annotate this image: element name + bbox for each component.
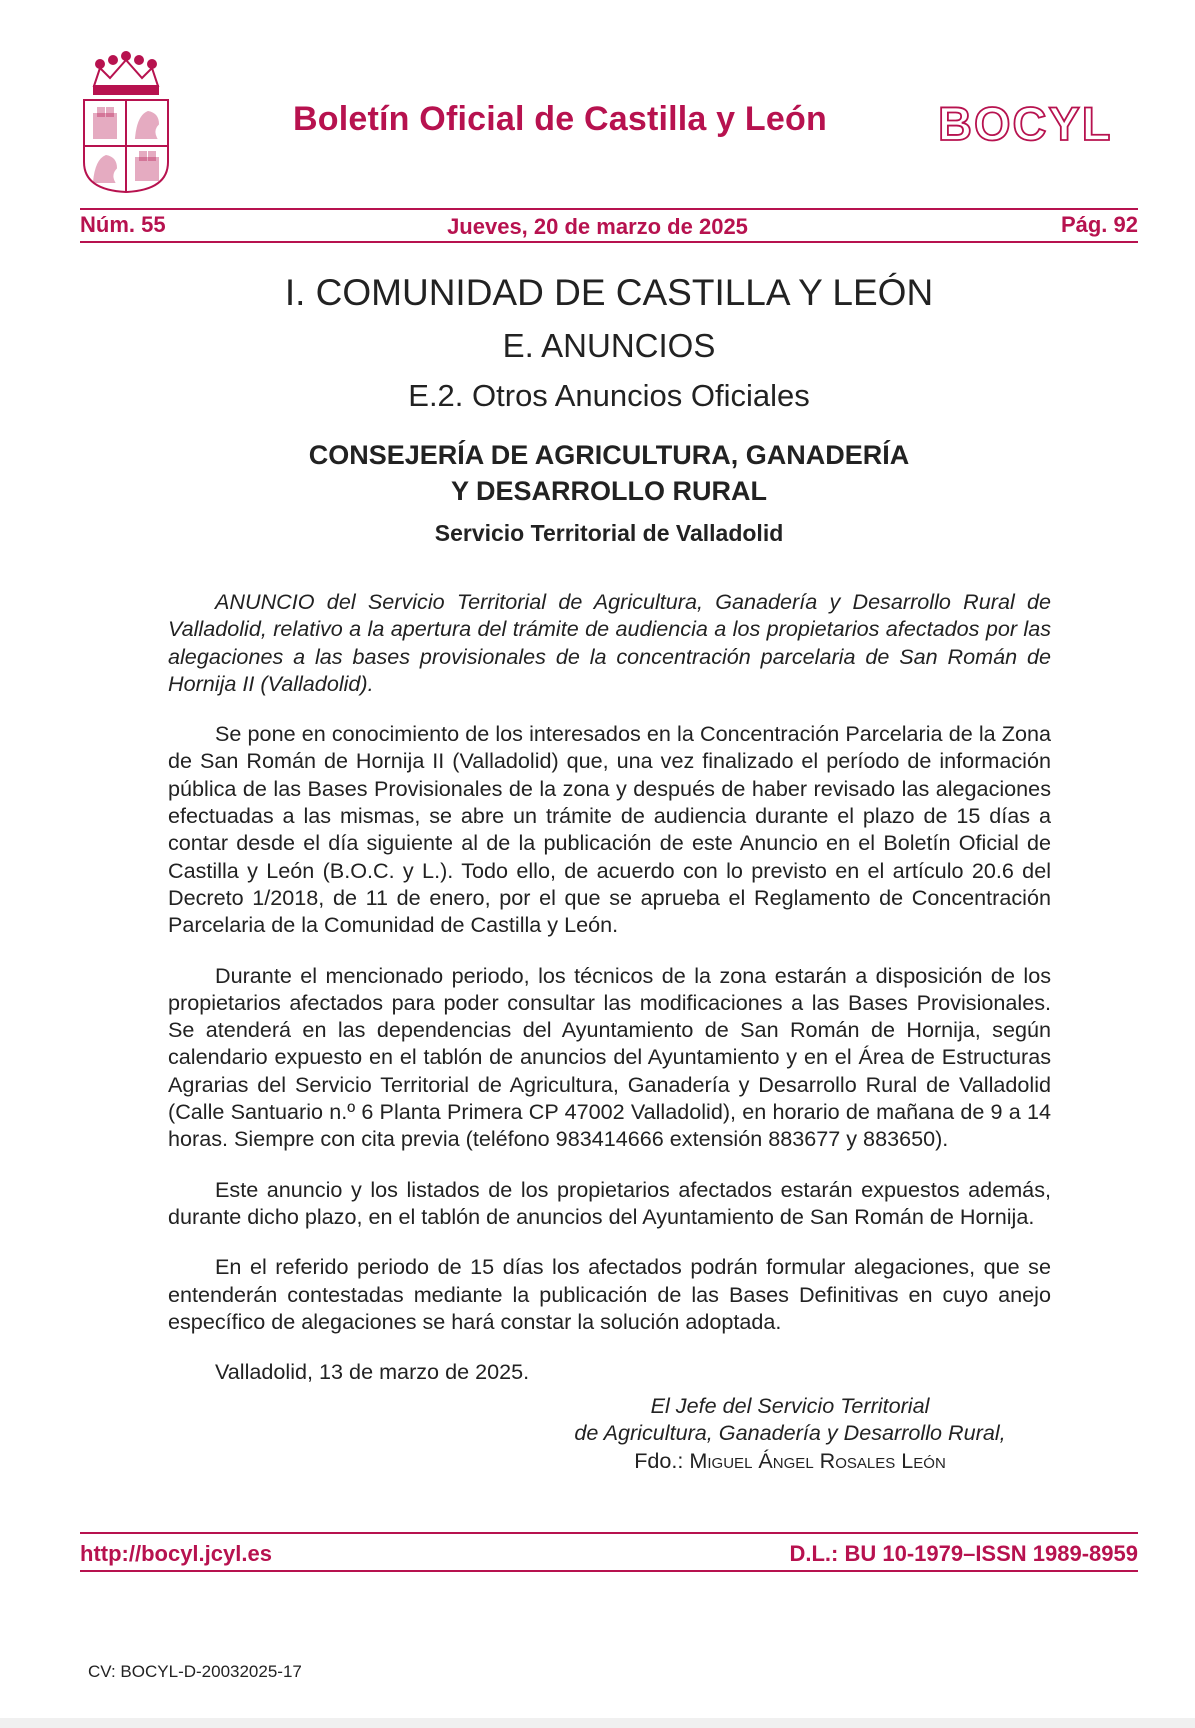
body-paragraph: Este anuncio y los listados de los propietarios afectados estarán expuestos además, durante dicho plazo, en el tablón de anuncios del Ayuntamiento de San Román de Hornija. [168, 1176, 1051, 1229]
bocyl-logo [938, 100, 1138, 148]
signature-prefix: Fdo.: [634, 1447, 690, 1473]
announcement-summary: ANUNCIO del Servicio Territorial de Agricultura, Ganadería y Desarrollo Rural de Valladolid, relativo a la apertura del trámite de audiencia a los propietarios afectados por las alegaciones a las bases provisionales de la concentración parcelaria de San Román de Hornija II (Valladolid). [168, 589, 1051, 696]
subsection-heading: E. ANUNCIOS [502, 327, 716, 364]
bulletin-url-link[interactable]: http://bocyl.jcyl.es [80, 1541, 272, 1566]
department-heading-line2: Y DESARROLLO RURAL [450, 476, 767, 506]
verification-code: CV: BOCYL-D-20032025-17 [88, 1662, 302, 1681]
body-paragraph: Se pone en conocimiento de los interesados en la Concentración Parcelaria de la Zona de San Román de Hornija II (Valladolid) que, una vez finalizado el período de información pública de las Bases Provisionales de la zona y después de haber revisado las alegaciones efectuadas a las mismas, se abre un trámite de audiencia durante el plazo de 15 días a contar desde el día siguiente al de la publicación de este Anuncio en el Boletín Oficial de Castilla y León (B.O.C. y L.). Todo ello, de acuerdo con lo previsto en el artículo 20.6 del Decreto 1/2018, de 11 de enero, por el que se aprueba el Reglamento de Concentración Parcelaria de la Comunidad de Castilla y León. [168, 721, 1051, 938]
signature-title-line2: de Agricultura, Ganadería y Desarrollo Rural, [574, 1420, 1006, 1446]
header-rule-bottom [80, 241, 1138, 243]
category-heading: E.2. Otros Anuncios Oficiales [408, 378, 810, 413]
section-heading: I. COMUNIDAD DE CASTILLA Y LEÓN [284, 272, 934, 313]
signature-block [560, 1392, 1020, 1474]
place-and-date: Valladolid, 13 de marzo de 2025. [215, 1359, 530, 1385]
issue-date: Jueves, 20 de marzo de 2025 [447, 214, 748, 239]
signatory-name: Miguel Ángel Rosales León [689, 1447, 946, 1473]
announcement-body [168, 588, 1051, 1408]
bocyl-logo-text: BOCYL [938, 100, 1113, 148]
footer-rule-top [80, 1532, 1138, 1534]
signature-name-line [560, 1447, 1020, 1474]
bulletin-title: Boletín Oficial de Castilla y León [293, 100, 827, 138]
department-heading-line1: CONSEJERÍA DE AGRICULTURA, GANADERÍA [308, 440, 910, 470]
legal-deposit: D.L.: BU 10-1979–ISSN 1989-8959 [789, 1541, 1138, 1566]
service-heading: Servicio Territorial de Valladolid [434, 520, 784, 546]
coat-of-arms-icon [80, 50, 172, 194]
page-bottom-strip [0, 1718, 1195, 1728]
footer-rule-bottom [80, 1570, 1138, 1572]
signature-title-line1: El Jefe del Servicio Territorial [650, 1393, 930, 1418]
issue-number: Núm. 55 [80, 212, 166, 237]
body-paragraph: Durante el mencionado periodo, los técnicos de la zona estarán a disposición de los propietarios afectados para poder consultar las modificaciones a las Bases Provisionales. Se atenderá en las dependencias del Ayuntamiento de San Román de Hornija, según calendario expuesto en el tablón de anuncios del Ayuntamiento y en el Área de Estructuras Agrarias del Servicio Territorial de Agricultura, Ganadería y Desarrollo Rural de Valladolid (Calle Santuario n.º 6 Planta Primera CP 47002 Valladolid), en horario de mañana de 9 a 14 horas. Siempre con cita previa (teléfono 983414666 extensión 883677 y 883650). [168, 962, 1051, 1152]
body-paragraph: En el referido periodo de 15 días los afectados podrán formular alegaciones, que se entenderán contestadas mediante la publicación de las Bases Definitivas en cuyo anejo específico de alegaciones se hará constar la solución adoptada. [168, 1254, 1051, 1334]
department-heading [0, 437, 1195, 509]
header-rule-top [80, 208, 1138, 210]
page-number: Pág. 92 [1060, 212, 1138, 237]
